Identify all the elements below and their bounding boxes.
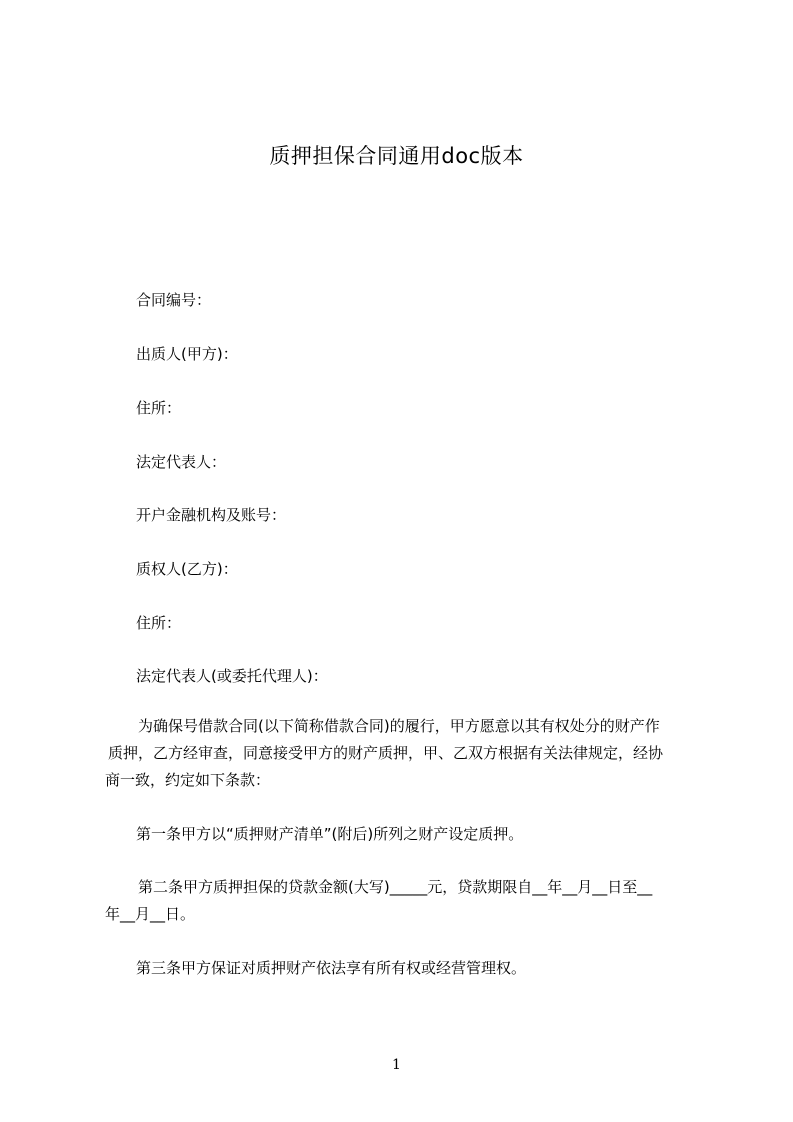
- field-pledgor-address: 住所：: [136, 399, 182, 417]
- page-number: 1: [392, 1057, 401, 1073]
- intro-line: 商一致，约定如下条款：: [105, 771, 271, 789]
- article-1: 第一条甲方以“质押财产清单”(附后)所列之财产设定质押。: [136, 825, 524, 843]
- article-2-line: 第二条甲方质押担保的贷款金额(大写)_____元，贷款期限自__年__月__日至__: [138, 878, 653, 896]
- field-pledgee-address: 住所：: [136, 614, 182, 632]
- intro-line: 为确保号借款合同(以下简称借款合同)的履行，甲方愿意以其有权处分的财产作: [138, 717, 660, 735]
- field-bank-account: 开户金融机构及账号：: [136, 506, 287, 524]
- article-3: 第三条甲方保证对质押财产依法享有所有权或经营管理权。: [136, 959, 527, 977]
- document-title: 质押担保合同通用doc版本: [269, 144, 524, 168]
- intro-paragraph: [105, 713, 701, 794]
- field-pledgee: 质权人(乙方)：: [136, 560, 238, 578]
- field-pledgor-legal-rep: 法定代表人：: [136, 453, 227, 471]
- article-2-line: 年__月__日。: [105, 905, 196, 923]
- intro-line: 质押，乙方经审查，同意接受甲方的财产质押，甲、乙双方根据有关法律规定，经协: [108, 744, 664, 762]
- article-2: [105, 874, 701, 928]
- field-pledgee-legal-rep: 法定代表人(或委托代理人)：: [136, 667, 328, 685]
- field-contract-number: 合同编号：: [136, 291, 212, 309]
- field-pledgor: 出质人(甲方)：: [136, 345, 238, 363]
